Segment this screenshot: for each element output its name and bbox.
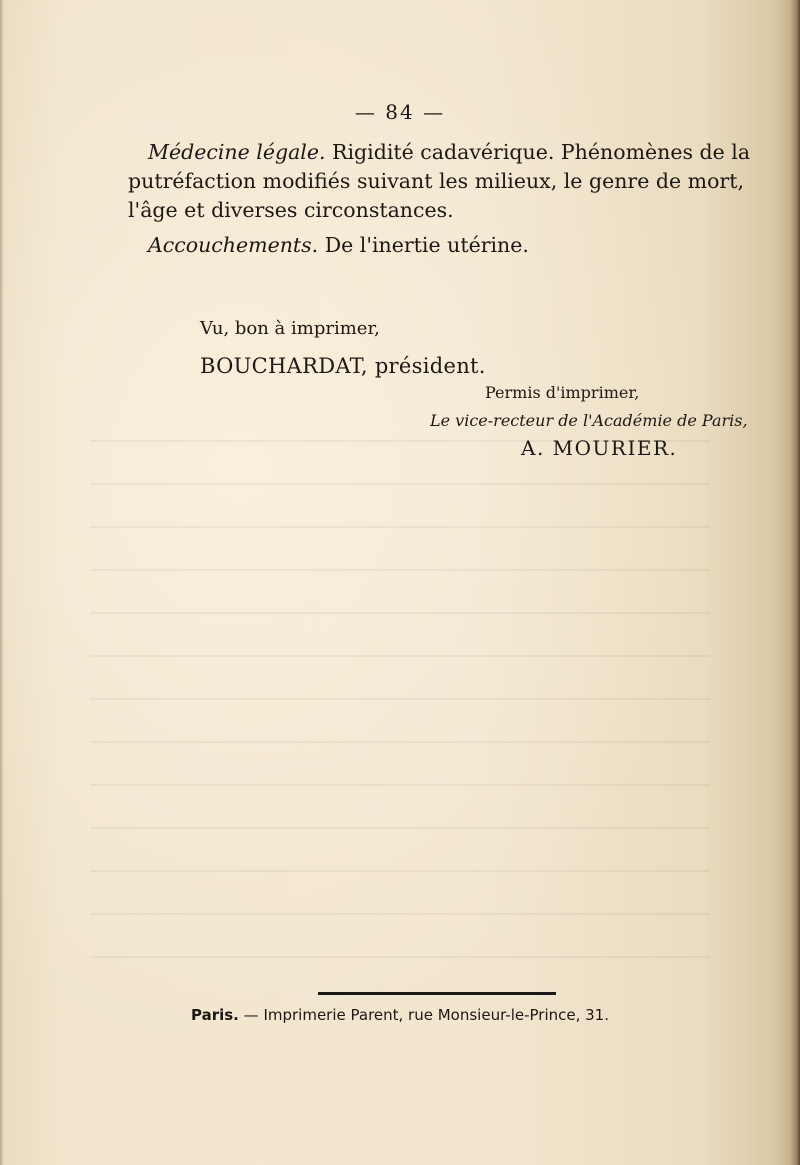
accouchements-heading: Accouchements.	[148, 233, 319, 257]
mourier-signature: A. MOURIER.	[521, 436, 678, 460]
show-through-texture	[90, 440, 710, 960]
imprint-city: Paris.	[191, 1006, 239, 1024]
page-right-edge	[790, 0, 800, 1165]
vice-recteur-line: Le vice-recteur de l'Académie de Paris,	[430, 411, 748, 430]
page-number: — 84 —	[354, 100, 446, 124]
vu-bon-a-imprimer: Vu, bon à imprimer,	[200, 318, 380, 339]
president-signature: BOUCHARDAT, président.	[200, 354, 486, 378]
medecine-legale-paragraph	[128, 138, 756, 225]
page-left-edge	[0, 0, 4, 1165]
medecine-legale-heading: Médecine légale.	[148, 140, 326, 164]
imprint-text: — Imprimerie Parent, rue Monsieur-le-Prince, 31.	[243, 1006, 609, 1024]
printer-imprint	[0, 1006, 800, 1024]
accouchements-text: De l'inertie utérine.	[324, 233, 529, 257]
footer-rule	[318, 992, 556, 995]
medecine-legale-text: Rigidité cadavérique. Phénomènes de la putréfaction modifiés suivant les milieux, le genre de mort, l'âge et diverses circonstances.	[128, 140, 751, 222]
accouchements-paragraph	[148, 231, 776, 260]
permis-d-imprimer: Permis d'imprimer,	[485, 383, 640, 402]
